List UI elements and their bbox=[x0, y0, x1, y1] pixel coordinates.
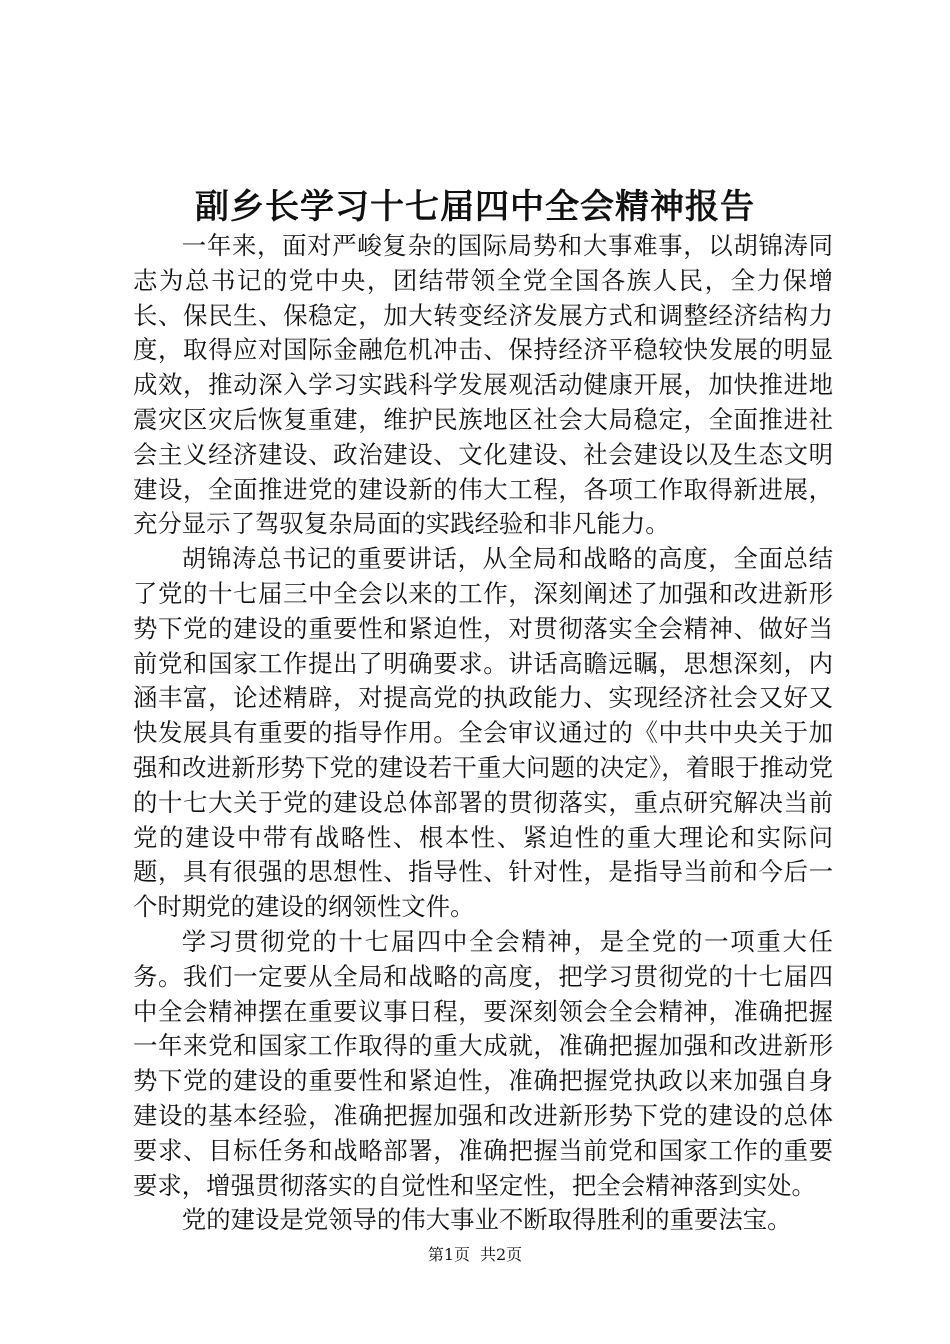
document-body bbox=[133, 229, 833, 1238]
paragraph: 胡锦涛总书记的重要讲话，从全局和战略的高度，全面总结了党的十七届三中全会以来的工作，深刻阐述了加强和改进新形势下党的建设的重要性和紧迫性，对贯彻落实全会精神、做好当前党和国家工作提出了明确要求。讲话高瞻远瞩，思想深刻，内涵丰富，论述精辟，对提高党的执政能力、实现经济社会又好又快发展具有重要的指导作用。全会审议通过的《中共中央关于加强和改进新形势下党的建设若干重大问题的决定》，着眼于推动党的十七大关于党的建设总体部署的贯彻落实，重点研究解决当前党的建设中带有战略性、根本性、紧迫性的重大理论和实际问题，具有很强的思想性、指导性、针对性，是指导当前和今后一个时期党的建设的纲领性文件。 bbox=[133, 544, 833, 922]
paragraph: 一年来，面对严峻复杂的国际局势和大事难事，以胡锦涛同志为总书记的党中央，团结带领全党全国各族人民，全力保增长、保民生、保稳定，加大转变经济发展方式和调整经济结构力度，取得应对国际金融危机冲击、保持经济平稳较快发展的明显成效，推动深入学习实践科学发展观活动健康开展，加快推进地震灾区灾后恢复重建，维护民族地区社会大局稳定，全面推进社会主义经济建设、政治建设、文化建设、社会建设以及生态文明建设，全面推进党的建设新的伟大工程，各项工作取得新进展，充分显示了驾驭复杂局面的实践经验和非凡能力。 bbox=[133, 231, 833, 539]
paragraph: 学习贯彻党的十七届四中全会精神，是全党的一项重大任务。我们一定要从全局和战略的高度，把学习贯彻党的十七届四中全会精神摆在重要议事日程，要深刻领会全会精神，准确把握一年来党和国家工作取得的重大成就，准确把握加强和改进新形势下党的建设的重要性和紧迫性，准确把握党执政以来加强自身建设的基本经验，准确把握加强和改进新形势下党的建设的总体要求、目标任务和战略部署，准确把握当前党和国家工作的重要要求，增强贯彻落实的自觉性和坚定性，把全会精神落到实处。 bbox=[133, 926, 833, 1200]
document-title: 副乡长学习十七届四中全会精神报告 bbox=[195, 187, 755, 227]
page-number-current: 第1页 bbox=[427, 1245, 470, 1264]
page-number-total: 共2页 bbox=[480, 1245, 523, 1264]
page-footer bbox=[0, 1243, 950, 1267]
paragraph: 党的建设是党领导的伟大事业不断取得胜利的重要法宝。 bbox=[181, 1205, 792, 1235]
